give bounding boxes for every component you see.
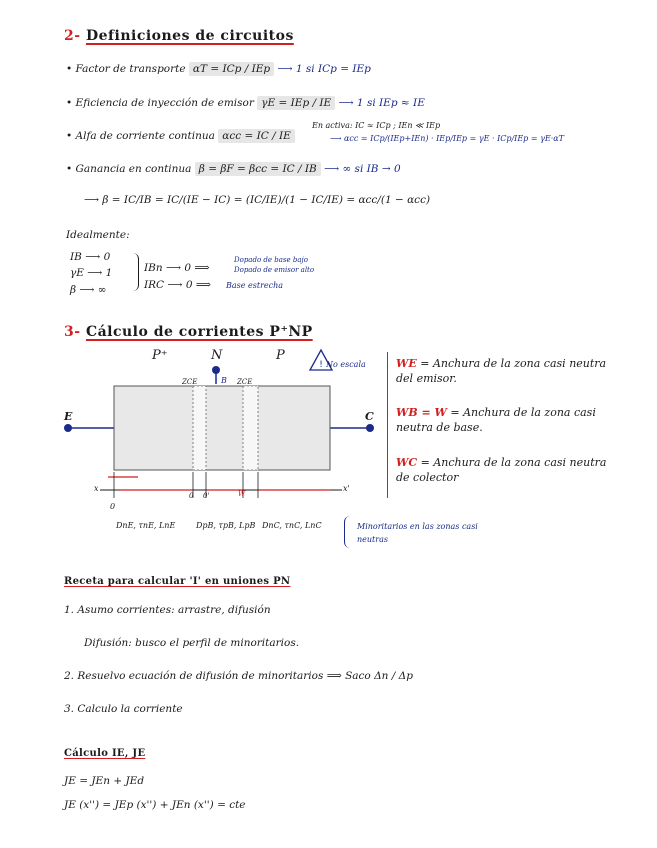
- definition-we: [396, 356, 611, 386]
- section-3-title: Cálculo de corrientes P⁺NP: [85, 324, 313, 340]
- section-2-title: Definiciones de circuitos: [85, 28, 294, 44]
- device-body: [114, 386, 330, 470]
- zce-left-label: ZCE: [182, 378, 198, 386]
- terminal-c-label: C: [365, 410, 374, 423]
- definition-symbol: WE: [396, 357, 417, 370]
- ideal-brace: [132, 253, 139, 291]
- limit-note: ⟶ 1 si IEp ≈ IE: [338, 97, 425, 109]
- terminal-e-label: E: [64, 410, 73, 423]
- definition-text: = Anchura de la zona casi neutra del emisor.: [396, 357, 607, 385]
- terminal-b-label: B: [221, 376, 227, 385]
- section-3-heading: [64, 324, 313, 340]
- param-collector: DnC, τnC, LnC: [262, 521, 322, 530]
- warning-icon-mark: !: [319, 360, 323, 370]
- calc-line-2: JE (x'') = JEp (x'') + JEn (x'') = cte: [64, 799, 246, 811]
- calc-line-1: JE = JEn + JEd: [64, 775, 145, 787]
- axis-xb-label: 0': [203, 492, 210, 500]
- axis-wb-label: W: [238, 490, 246, 498]
- ideal-line-beta: β ⟶ ∞: [70, 284, 107, 296]
- equation-dc-gain: β = βF = βcc = IC / IB: [195, 162, 321, 176]
- bullet-transport-factor: [66, 63, 371, 75]
- collector-terminal-dot: [366, 424, 374, 432]
- ideal-note-base-doping: Dopado de base bajo: [234, 256, 308, 264]
- calc-title: Cálculo IE, JE: [64, 748, 146, 759]
- bullet-emitter-efficiency: [66, 97, 425, 109]
- axis-x-left-label: x: [94, 484, 99, 493]
- axis-xe-label: 0: [189, 492, 194, 500]
- region-p-label: P: [276, 348, 285, 363]
- recipe-step-1: [64, 604, 271, 616]
- dc-alpha-derivation: ⟶ αcc = ICp/(IEp+IEn) · IEp/IEp = γE · ICp/IEp = γE·αT: [330, 134, 564, 143]
- bullet-label: • Eficiencia de inyección de emisor: [66, 97, 254, 109]
- limit-note: ⟶ 1 si ICp = IEp: [277, 63, 371, 75]
- equation-transport-factor: αT = ICp / IEp: [189, 62, 274, 76]
- definitions-divider: [387, 352, 388, 498]
- minoritarios-note: Minoritarios en las zonas casi neutras: [357, 522, 478, 544]
- region-p-plus-label: P⁺: [152, 348, 168, 363]
- base-terminal-dot: [212, 366, 220, 374]
- region-n-label: N: [211, 348, 223, 363]
- definition-symbol: WC: [396, 456, 418, 469]
- section-2-heading: [64, 28, 294, 44]
- bullet-dc-alpha: [66, 130, 295, 142]
- ideal-line-gamma: γE ⟶ 1: [70, 267, 113, 279]
- zce-base-collector: [243, 386, 258, 470]
- zce-right-label: ZCE: [237, 378, 253, 386]
- bullet-label: • Alfa de corriente continua: [66, 130, 215, 142]
- bullet-dc-gain: [66, 163, 401, 175]
- recipe-step-1-sub: Difusión: busco el perfil de minoritarios.: [84, 637, 300, 649]
- beta-derivation: ⟶ β = IC/IB = IC/(IE − IC) = (IC/IE)/(1 − IC/IE) = αcc/(1 − αcc): [84, 194, 431, 206]
- definition-symbol: WB = W: [396, 406, 447, 419]
- scale-warning: No escala: [326, 360, 366, 369]
- definition-wc: [396, 455, 611, 485]
- equation-dc-alpha: αcc = IC / IE: [218, 129, 295, 143]
- param-brace: [344, 516, 350, 548]
- recipe-step-1-text: 1. Asumo corrientes: arrastre, difusión: [64, 604, 271, 616]
- definition-text: = Anchura de la zona casi neutra de base.: [396, 406, 596, 434]
- section-2-number: 2-: [64, 28, 81, 44]
- ideal-ibn: IBn ⟶ 0 ⟹: [144, 262, 210, 274]
- definition-wb: [396, 405, 611, 435]
- zce-emitter-base: [193, 386, 206, 470]
- axis-x-right-label: x': [343, 484, 350, 493]
- emitter-terminal-dot: [64, 424, 72, 432]
- bullet-label: • Factor de transporte: [66, 63, 186, 75]
- ideal-note-narrow-base: Base estrecha: [226, 281, 284, 290]
- limit-note: ⟶ ∞ si IB → 0: [324, 163, 401, 175]
- section-3-number: 3-: [64, 324, 81, 340]
- ideal-line-ib: IB ⟶ 0: [70, 251, 111, 263]
- ideal-note-emitter-doping: Dopado de emisor alto: [234, 266, 315, 274]
- param-base: DpB, τpB, LpB: [196, 521, 256, 530]
- bullet-label: • Ganancia en continua: [66, 163, 192, 175]
- ideal-irc: IRC ⟶ 0 ⟹: [144, 279, 211, 291]
- recipe-title: Receta para calcular 'I' en uniones PN: [64, 576, 291, 587]
- definition-text: = Anchura de la zona casi neutra de colector: [396, 456, 607, 484]
- equation-emitter-efficiency: γE = IEp / IE: [257, 96, 335, 110]
- axis-origin-label: 0: [110, 502, 116, 511]
- active-region-note: En activa: IC ≈ ICp ; IEn ≪ IEp: [312, 121, 441, 130]
- ideal-heading: Idealmente:: [66, 229, 130, 241]
- param-emitter: DnE, τnE, LnE: [116, 521, 176, 530]
- recipe-step-2: 2. Resuelvo ecuación de difusión de minoritarios ⟹ Saco Δn / Δp: [64, 670, 413, 682]
- recipe-step-3: 3. Calculo la corriente: [64, 703, 183, 715]
